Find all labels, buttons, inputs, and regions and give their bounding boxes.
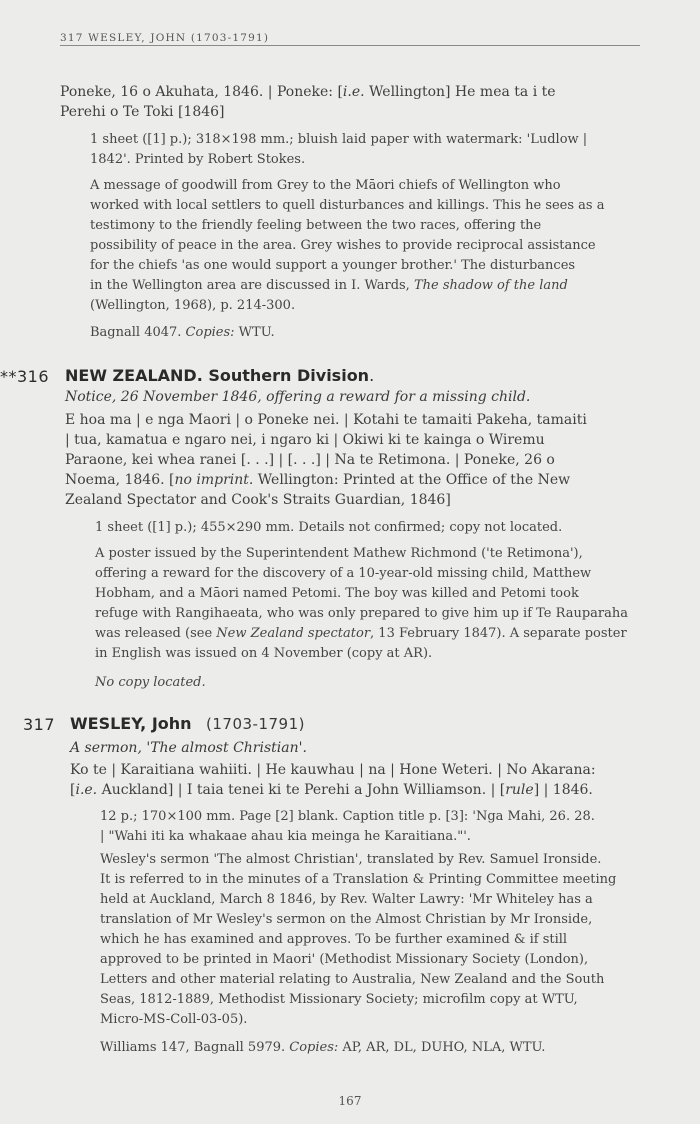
note-line: in English was issued on 4 November (copy at AR). [95, 646, 433, 661]
entry-number: 317 [23, 715, 56, 734]
note-line: Wesley's sermon 'The almost Christian', translated by Rev. Samuel Ironside. [100, 852, 602, 867]
note-line: testimony to the friendly feeling between the two races, offering the [90, 218, 542, 233]
physical-line: | "Wahi iti ka whakaae ahau kia meinga he Karaitiana."'. [100, 829, 471, 844]
author-dates: (1703-1791) [206, 715, 305, 733]
prev-entry-physical-description [90, 130, 650, 170]
note-line: Micro-MS-Coll-03-05). [100, 1012, 248, 1027]
prev-entry-note [90, 176, 650, 316]
imprint-line: Zealand Spectator and Cook's Straits Guardian, 1846] [65, 492, 451, 508]
imprint-line: Poneke, 16 o Akuhata, 1846. | Poneke: [i.e. Wellington] He mea ta i te [60, 84, 556, 100]
note-line: A message of goodwill from Grey to the Māori chiefs of Wellington who [90, 178, 561, 193]
note-line: Letters and other material relating to Australia, New Zealand and the South [100, 972, 605, 987]
note-line: in the Wellington area are discussed in I. Wards, The shadow of the land [90, 278, 568, 293]
entry-title: Notice, 26 November 1846, offering a reward for a missing child. [65, 389, 531, 405]
note-line: approved to be printed in Maori' (Methodist Missionary Society (London), [100, 952, 589, 967]
running-head: 317 WESLEY, JOHN (1703-1791) [60, 32, 270, 44]
copy-note: No copy located. [95, 675, 206, 690]
entry-title: A sermon, 'The almost Christian'. [70, 740, 307, 756]
entry-note [95, 544, 655, 664]
entry-imprint [70, 760, 650, 800]
note-line: worked with local settlers to quell disturbances and killings. This he sees as a [90, 198, 605, 213]
note-line: for the chiefs 'as one would support a younger brother.' The disturbances [90, 258, 576, 273]
note-line: which he has examined and approves. To be further examined & if still [100, 932, 568, 947]
note-line: possibility of peace in the area. Grey wishes to provide reciprocal assistance [90, 238, 596, 253]
note-line: translation of Mr Wesley's sermon on the Almost Christian by Mr Ironside, [100, 912, 593, 927]
entry-heading: NEW ZEALAND. Southern Division. [65, 366, 375, 385]
entry-imprint [65, 410, 645, 510]
note-line: offering a reward for the discovery of a 10-year-old missing child, Matthew [95, 566, 592, 581]
entry-citation: Williams 147, Bagnall 5979. Copies: AP, AR, DL, DUHO, NLA, WTU. [100, 1040, 546, 1055]
prev-entry-imprint [60, 82, 640, 122]
entry-note [100, 850, 660, 1030]
imprint-line: Noema, 1846. [no imprint. Wellington: Printed at the Office of the New [65, 472, 571, 488]
entry-physical-description: 1 sheet ([1] p.); 455×290 mm. Details not confirmed; copy not located. [95, 520, 563, 535]
note-line: refuge with Rangihaeata, who was only prepared to give him up if Te Rauparaha [95, 606, 628, 621]
note-line: A poster issued by the Superintendent Mathew Richmond ('te Retimona'), [95, 546, 583, 561]
imprint-line: Paraone, kei whea ranei [. . .] | [. . .] | Na te Retimona. | Poneke, 26 o [65, 452, 555, 468]
header-rule [60, 45, 640, 46]
imprint-line: Ko te | Karaitiana wahiiti. | He kauwhau | na | Hone Weteri. | No Akarana: [70, 762, 596, 778]
entry-number: **316 [0, 367, 50, 386]
physical-line: 1 sheet ([1] p.); 318×198 mm.; bluish laid paper with watermark: 'Ludlow | [90, 132, 588, 147]
physical-line: 1842'. Printed by Robert Stokes. [90, 152, 306, 167]
entry-physical-description [100, 807, 660, 847]
physical-line: 12 p.; 170×100 mm. Page [2] blank. Caption title p. [3]: 'Nga Mahi, 26. 28. [100, 809, 595, 824]
entry-heading: WESLEY, John [70, 714, 192, 733]
note-line: held at Auckland, March 8 1846, by Rev. Walter Lawry: 'Mr Whiteley has a [100, 892, 593, 907]
note-line: Seas, 1812-1889, Methodist Missionary Society; microfilm copy at WTU, [100, 992, 578, 1007]
note-line: Hobham, and a Māori named Petomi. The boy was killed and Petomi took [95, 586, 579, 601]
page-number: 167 [338, 1094, 362, 1108]
imprint-line: Perehi o Te Toki [1846] [60, 104, 225, 120]
note-line: It is referred to in the minutes of a Translation & Printing Committee meeting [100, 872, 617, 887]
note-line: (Wellington, 1968), p. 214-300. [90, 298, 296, 313]
imprint-line: | tua, kamatua e ngaro nei, i ngaro ki | Okiwi ki te kainga o Wiremu [65, 432, 545, 448]
imprint-line: E hoa ma | e nga Maori | o Poneke nei. | Kotahi te tamaiti Pakeha, tamaiti [65, 412, 587, 428]
prev-entry-citation: Bagnall 4047. Copies: WTU. [90, 325, 275, 340]
note-line: was released (see New Zealand spectator, 13 February 1847). A separate poster [95, 626, 627, 641]
imprint-line: [i.e. Auckland] | I taia tenei ki te Perehi a John Williamson. | [rule] | 1846. [70, 782, 593, 798]
